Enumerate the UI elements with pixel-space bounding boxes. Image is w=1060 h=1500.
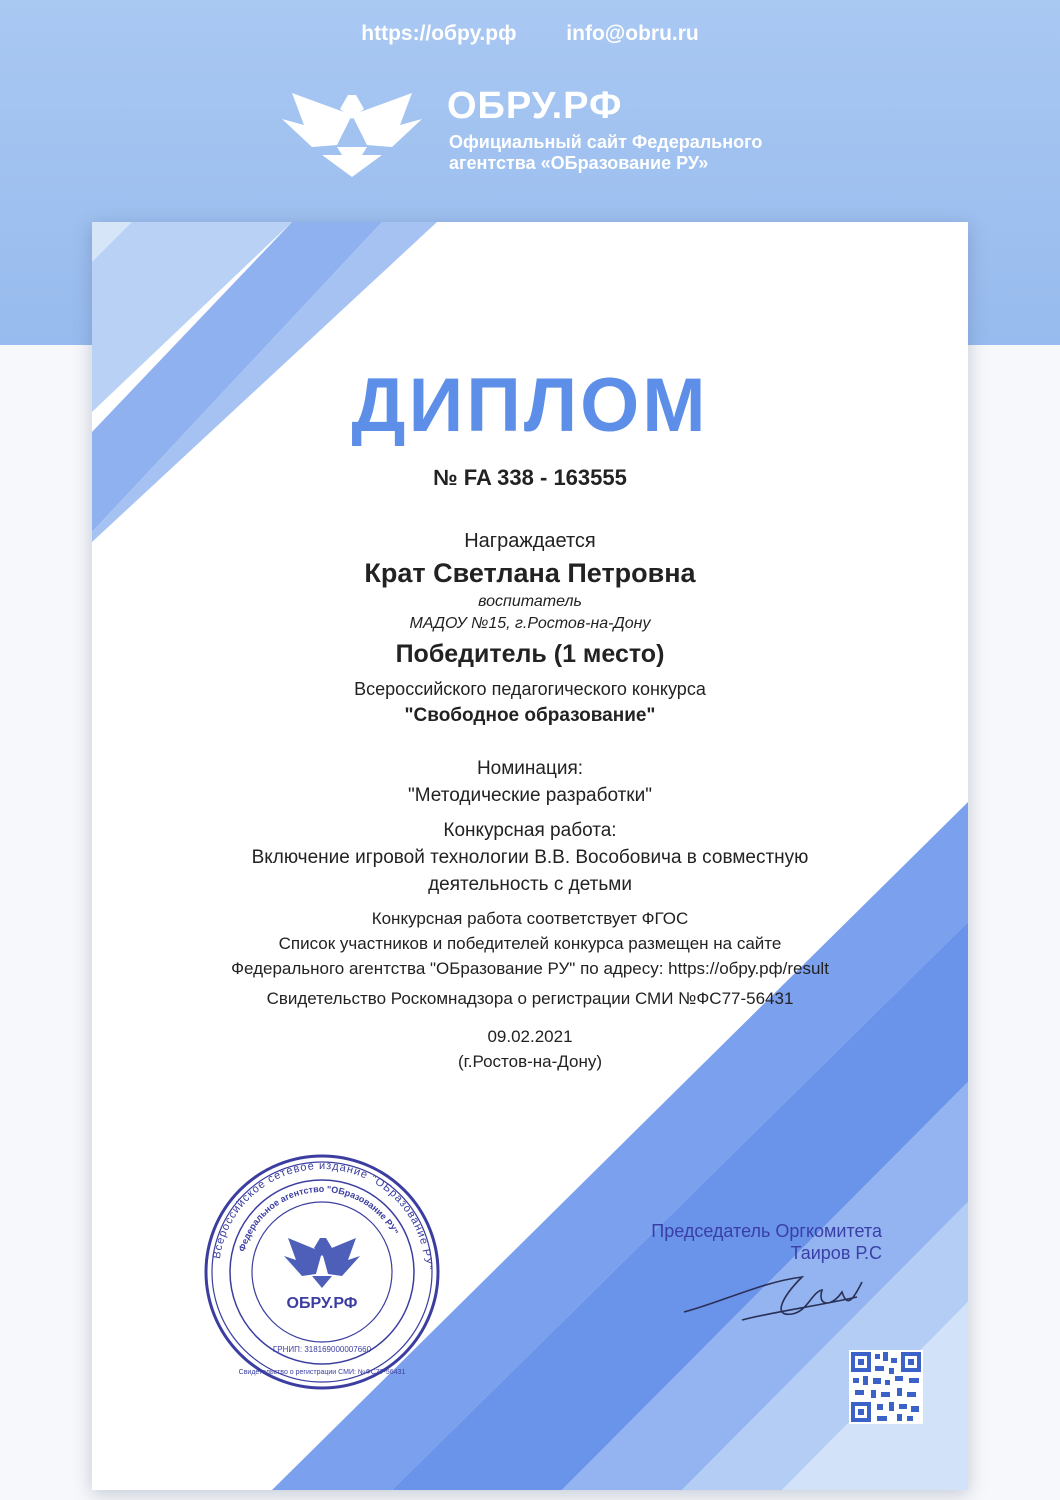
recipient-name: Крат Светлана Петровна — [364, 558, 696, 588]
registration-line: Свидетельство Роскомнадзора о регистрации СМИ №ФС77-56431 — [266, 989, 794, 1008]
contest-line: Всероссийского педагогического конкурса — [354, 679, 706, 699]
awarded-label: Награждается — [464, 530, 596, 552]
work-title-line1: Включение игровой технологии В.В. Вособовича в совместную — [251, 847, 809, 868]
participants-list-line1: Список участников и победителей конкурса размещен на сайте — [278, 934, 782, 953]
work-title-line2: деятельность с детьми — [428, 874, 632, 895]
handwritten-signature — [682, 1262, 872, 1332]
nomination-label: Номинация: — [476, 758, 584, 779]
diploma-date: 09.02.2021 — [487, 1027, 573, 1046]
diploma-title: ДИПЛОМ — [351, 363, 709, 448]
bird-wings-logo-icon — [282, 85, 422, 177]
diploma-sheet — [92, 222, 968, 1490]
stamp-bottom-text: Свидетельство о регистрации СМИ: №ФС77-56431 — [238, 1369, 406, 1376]
stamp-bird-icon — [284, 1238, 360, 1288]
signature-name: Таиров Р.С — [790, 1243, 882, 1263]
brand-subtitle-line1: Официальный сайт Федерального — [449, 132, 763, 152]
site-link[interactable]: https://обру.рф — [361, 22, 517, 45]
fgos-line: Конкурсная работа соответствует ФГОС — [371, 909, 689, 928]
nomination-value: "Методические разработки" — [408, 785, 652, 806]
diploma-number: № FA 338 - 163555 — [433, 465, 627, 490]
qr-code-icon — [849, 1350, 923, 1424]
email-link[interactable]: info@obru.ru — [566, 22, 699, 45]
contest-name: "Свободное образование" — [404, 705, 656, 726]
brand-subtitle-line2: агентства «ОБразование РУ» — [449, 153, 709, 173]
header-links — [0, 22, 1060, 46]
participants-list-line2: Федерального агентства "ОБразование РУ" по адресу: https://обру.рф/result — [231, 959, 829, 978]
signature-role: Председатель Оргкомитета — [651, 1221, 882, 1241]
brand-subtitle — [449, 132, 762, 174]
stamp-inner-text: Федеральное агентство "ОБразование РУ" — [236, 1183, 401, 1253]
signature-block — [582, 1220, 882, 1264]
brand-header — [282, 85, 802, 180]
diploma-city: (г.Ростов-на-Дону) — [457, 1052, 602, 1071]
brand-name: ОБРУ.РФ — [447, 85, 623, 127]
organization-stamp — [202, 1152, 442, 1392]
recipient-organization: МАДОУ №15, г.Ростов-на-Дону — [409, 615, 651, 632]
award-place: Победитель (1 место) — [395, 640, 665, 668]
stamp-grnip: ГРНИП: 318169000007660 — [272, 1345, 372, 1354]
stamp-brand: ОБРУ.РФ — [286, 1295, 358, 1312]
work-label: Конкурсная работа: — [443, 820, 617, 841]
stamp-outer-text: Всероссийское сетевое издание "ОБразование РУ" — [210, 1159, 435, 1271]
recipient-position: воспитатель — [478, 593, 582, 610]
